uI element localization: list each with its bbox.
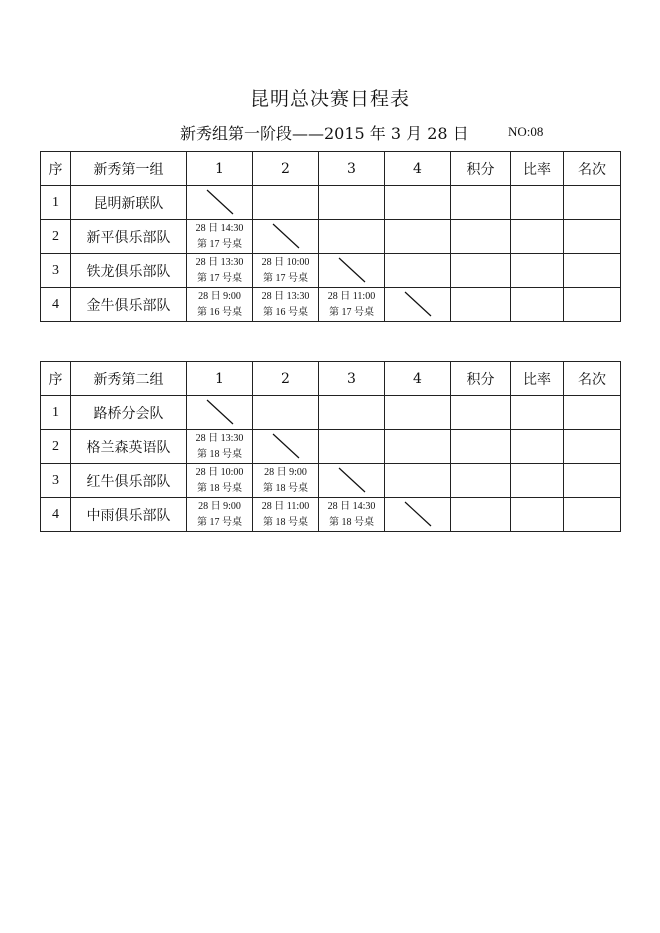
seq-cell: 2 — [41, 430, 71, 464]
points-cell — [451, 430, 511, 464]
seq-cell: 2 — [41, 220, 71, 254]
match-cell — [187, 498, 253, 532]
match-time: 28 日 9:00 — [198, 290, 241, 302]
rank-cell — [564, 254, 621, 288]
diagonal-slash-icon — [319, 254, 383, 287]
diagonal-slash-icon — [187, 396, 251, 429]
round-header-3: 3 — [319, 362, 385, 396]
team-name-cell: 金牛俱乐部队 — [71, 288, 187, 322]
seq-header: 序 — [41, 362, 71, 396]
team-name-cell: 红牛俱乐部队 — [71, 464, 187, 498]
table-row — [41, 498, 621, 532]
match-cell — [253, 254, 319, 288]
match-table: 第 18 号桌 — [329, 516, 374, 528]
rank-header: 名次 — [564, 362, 621, 396]
points-cell — [451, 186, 511, 220]
points-cell — [451, 498, 511, 532]
rank-cell — [564, 288, 621, 322]
self-match-cell — [319, 254, 385, 288]
empty-match-cell — [385, 464, 451, 498]
ratio-cell — [511, 498, 564, 532]
match-table: 第 18 号桌 — [263, 516, 308, 528]
header-row — [41, 362, 621, 396]
match-time: 28 日 14:30 — [195, 222, 244, 234]
empty-match-cell — [319, 396, 385, 430]
match-info — [319, 499, 384, 531]
ratio-header: 比率 — [511, 362, 564, 396]
empty-match-cell — [319, 430, 385, 464]
ratio-cell — [511, 288, 564, 322]
match-cell — [187, 464, 253, 498]
empty-match-cell — [253, 396, 319, 430]
match-cell — [319, 498, 385, 532]
document-number: NO:08 — [508, 124, 544, 139]
round-header-1: 1 — [187, 362, 253, 396]
table-row — [41, 254, 621, 288]
match-table: 第 17 号桌 — [197, 238, 242, 250]
match-table: 第 18 号桌 — [263, 482, 308, 494]
seq-cell: 3 — [41, 254, 71, 288]
empty-match-cell — [319, 186, 385, 220]
table-row — [41, 396, 621, 430]
diagonal-slash-icon — [253, 220, 317, 253]
round-header-4: 4 — [385, 152, 451, 186]
match-table: 第 16 号桌 — [263, 306, 308, 318]
match-time: 28 日 11:00 — [327, 290, 376, 302]
group-2-schedule-table — [40, 361, 621, 532]
team-name-cell: 新平俱乐部队 — [71, 220, 187, 254]
match-info — [187, 289, 252, 321]
points-cell — [451, 464, 511, 498]
points-header: 积分 — [451, 362, 511, 396]
round-header-3: 3 — [319, 152, 385, 186]
match-time: 28 日 13:30 — [195, 256, 244, 268]
match-cell — [187, 288, 253, 322]
match-time: 28 日 13:30 — [195, 432, 244, 444]
group-1-schedule-table — [40, 151, 621, 322]
match-table: 第 17 号桌 — [197, 272, 242, 284]
diagonal-slash-icon — [253, 430, 317, 463]
points-cell — [451, 288, 511, 322]
match-table: 第 17 号桌 — [263, 272, 308, 284]
match-cell — [319, 288, 385, 322]
rank-cell — [564, 430, 621, 464]
seq-cell: 1 — [41, 396, 71, 430]
rank-cell — [564, 220, 621, 254]
points-cell — [451, 220, 511, 254]
match-info — [187, 431, 252, 463]
match-info — [187, 499, 252, 531]
match-time: 28 日 10:00 — [261, 256, 310, 268]
self-match-cell — [253, 220, 319, 254]
ratio-cell — [511, 254, 564, 288]
seq-cell: 1 — [41, 186, 71, 220]
self-match-cell — [253, 430, 319, 464]
match-info — [319, 289, 384, 321]
rank-cell — [564, 186, 621, 220]
round-header-1: 1 — [187, 152, 253, 186]
ratio-cell — [511, 396, 564, 430]
ratio-cell — [511, 186, 564, 220]
empty-match-cell — [253, 186, 319, 220]
match-cell — [253, 464, 319, 498]
team-name-cell: 路桥分会队 — [71, 396, 187, 430]
points-cell — [451, 254, 511, 288]
self-match-cell — [385, 288, 451, 322]
diagonal-slash-icon — [385, 288, 449, 321]
team-name-cell: 格兰森英语队 — [71, 430, 187, 464]
empty-match-cell — [385, 186, 451, 220]
match-cell — [187, 430, 253, 464]
match-table: 第 18 号桌 — [197, 482, 242, 494]
round-header-4: 4 — [385, 362, 451, 396]
table-row — [41, 186, 621, 220]
empty-match-cell — [385, 254, 451, 288]
match-info — [253, 255, 318, 287]
empty-match-cell — [385, 396, 451, 430]
match-cell — [187, 254, 253, 288]
seq-cell: 4 — [41, 288, 71, 322]
self-match-cell — [319, 464, 385, 498]
match-time: 28 日 9:00 — [264, 466, 307, 478]
group-name-header: 新秀第二组 — [71, 362, 187, 396]
match-info — [187, 465, 252, 497]
match-info — [253, 499, 318, 531]
ratio-cell — [511, 464, 564, 498]
ratio-cell — [511, 220, 564, 254]
match-time: 28 日 14:30 — [327, 500, 376, 512]
ratio-cell — [511, 430, 564, 464]
match-info — [253, 289, 318, 321]
rank-cell — [564, 396, 621, 430]
seq-cell: 3 — [41, 464, 71, 498]
round-header-2: 2 — [253, 152, 319, 186]
match-info — [187, 255, 252, 287]
ratio-header: 比率 — [511, 152, 564, 186]
table-row — [41, 464, 621, 498]
match-table: 第 18 号桌 — [197, 448, 242, 460]
team-name-cell: 中雨俱乐部队 — [71, 498, 187, 532]
match-info — [187, 221, 252, 253]
diagonal-slash-icon — [187, 186, 251, 219]
match-time: 28 日 11:00 — [261, 500, 310, 512]
header-row — [41, 152, 621, 186]
seq-cell: 4 — [41, 498, 71, 532]
match-info — [253, 465, 318, 497]
match-time: 28 日 13:30 — [261, 290, 310, 302]
points-header: 积分 — [451, 152, 511, 186]
match-table: 第 17 号桌 — [197, 516, 242, 528]
table-row — [41, 220, 621, 254]
self-match-cell — [187, 186, 253, 220]
seq-header: 序 — [41, 152, 71, 186]
self-match-cell — [187, 396, 253, 430]
match-time: 28 日 10:00 — [195, 466, 244, 478]
team-name-cell: 昆明新联队 — [71, 186, 187, 220]
match-table: 第 16 号桌 — [197, 306, 242, 318]
rank-cell — [564, 464, 621, 498]
diagonal-slash-icon — [319, 464, 383, 497]
table-row — [41, 288, 621, 322]
match-cell — [253, 498, 319, 532]
group-name-header: 新秀第一组 — [71, 152, 187, 186]
empty-match-cell — [385, 220, 451, 254]
match-cell — [187, 220, 253, 254]
empty-match-cell — [385, 430, 451, 464]
rank-cell — [564, 498, 621, 532]
rank-header: 名次 — [564, 152, 621, 186]
empty-match-cell — [319, 220, 385, 254]
diagonal-slash-icon — [385, 498, 449, 531]
round-header-2: 2 — [253, 362, 319, 396]
match-time: 28 日 9:00 — [198, 500, 241, 512]
match-table: 第 17 号桌 — [329, 306, 374, 318]
points-cell — [451, 396, 511, 430]
team-name-cell: 铁龙俱乐部队 — [71, 254, 187, 288]
match-cell — [253, 288, 319, 322]
schedule-subtitle: 新秀组第一阶段——2015 年 3 月 28 日 — [180, 124, 469, 143]
self-match-cell — [385, 498, 451, 532]
page-title: 昆明总决赛日程表 — [249, 88, 410, 110]
table-row — [41, 430, 621, 464]
